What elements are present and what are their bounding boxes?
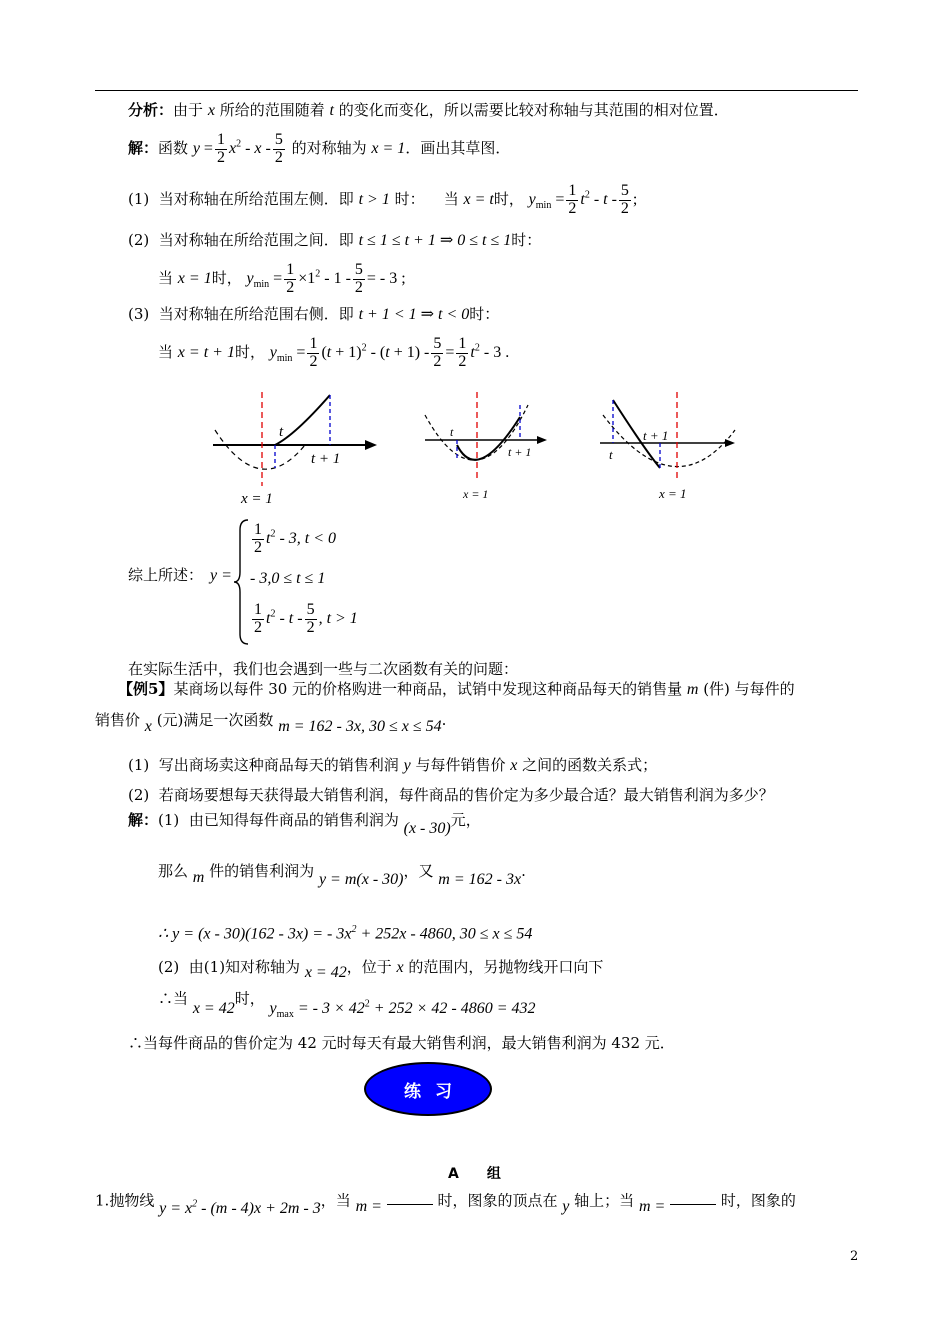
label-t: t bbox=[450, 425, 454, 439]
practice-badge: 练习 bbox=[364, 1062, 492, 1116]
axis-arrow bbox=[365, 440, 377, 450]
label-axis: x = 1 bbox=[659, 486, 687, 501]
sketch-figure-3 bbox=[595, 390, 745, 505]
dashed-parabola bbox=[603, 415, 735, 467]
label-t-plus-1: t + 1 bbox=[643, 428, 669, 443]
piecewise-row-3: $\frac{1}{2}$ $t^2$ - t - $\frac{5}{2}$ , t > 1 bbox=[254, 601, 358, 636]
label-t: t bbox=[609, 447, 613, 462]
solution-5-step-5: ∴当 x = 42时， $y_{max}$ = - $3 \times 42^2 + 252 \times 42 - 4860 = 432$ bbox=[158, 989, 536, 1021]
piecewise-brace bbox=[232, 518, 252, 646]
solution-line: 解：函数 y = $\frac{1}{2}$ $x^2$ - x - $\frac{5}{2}$ 的对称轴为 x = 1．画出其草图． bbox=[128, 131, 511, 166]
solution-5-label: 解： bbox=[128, 811, 159, 829]
case-2: (2) 当对称轴在所给范围之间．即 t ≤ 1 ≤ t + 1 ⇒ 0 ≤ t ≤ 1时： bbox=[128, 231, 542, 249]
dashed-parabola bbox=[215, 430, 305, 469]
sketch-figure-2 bbox=[420, 390, 550, 505]
summary-label: 综上所述： bbox=[128, 566, 204, 584]
analysis-line: 分析：由于 x 所给的范围随着 t 的变化而变化，所以需要比较对称轴与其范围的相对位置． bbox=[128, 101, 729, 119]
label-axis: x = 1 bbox=[241, 491, 273, 507]
solution-5-step-1: 解：(1) 由已知得每件商品的销售利润为 (x - 30)元， bbox=[128, 811, 481, 837]
sketch-figure-1 bbox=[205, 390, 385, 510]
piecewise-row-1: $\frac{1}{2}$ $t^2 - 3$, t < 0 bbox=[254, 521, 337, 556]
page-number: 2 bbox=[850, 1249, 859, 1264]
solution-label: 解： bbox=[128, 138, 159, 157]
solution-5-conclusion: ∴当每件商品的售价定为 42 元时每天有最大销售利润，最大销售利润为 432 元． bbox=[128, 1034, 675, 1052]
case-1: (1) 当对称轴在所给范围左侧．即 t > 1 时： 当 x = t时， $y_{min}$ = $\frac{1}{2}$ $t^2$ - t - $\frac{5}{2}$ ; bbox=[128, 182, 638, 217]
case-3-ymin: $y_{min}$ = $\frac{1}{2}$ $(t + 1)^2 - (t + 1)$ - $\frac{5}{2}$ = $\frac{1}{2}$ $t^2 - 3$ . bbox=[269, 335, 510, 370]
case-3-result: 当 x = t + 1时， $y_{min}$ = $\frac{1}{2}$ $(t + 1)^2 - (t + 1)$ - $\frac{5}{2}$ = $\frac{1}{2}$ $t^2 - 3$ . bbox=[158, 335, 510, 370]
axis-arrow bbox=[537, 436, 547, 444]
summary-y: y = bbox=[210, 567, 232, 584]
case-2-ymin: $y_{min}$ = $\frac{1}{2}$ $\times 1^2 - 1$ - $\frac{5}{2}$ = - 3 ; bbox=[246, 261, 406, 296]
example-5-line-1: 【例5】某商场以每件 30 元的价格购进一种商品，试销中发现这种商品每天的销售量 m (件) 与每件的 bbox=[118, 680, 795, 698]
solution-5-step-4: (2) 由(1)知对称轴为 x = 42，位于 x 的范围内，另抛物线开口向下 bbox=[158, 958, 604, 981]
question-1: (1) 写出商场卖这种商品每天的销售利润 y 与每件销售价 x 之间的函数关系式； bbox=[128, 756, 658, 774]
intro-text: 在实际生活中，我们也会遇到一些与二次函数有关的问题： bbox=[128, 660, 519, 678]
axis-arrow bbox=[725, 439, 735, 447]
header-rule bbox=[95, 90, 858, 91]
function-formula: y = $\frac{1}{2}$ $x^2$ - x - $\frac{5}{2}$ bbox=[192, 131, 283, 166]
case-2-result: 当 x = 1时， $y_{min}$ = $\frac{1}{2}$ $\times 1^2 - 1$ - $\frac{5}{2}$ = - 3 ; bbox=[158, 261, 406, 296]
example-label: 【例5】 bbox=[118, 680, 174, 698]
label-t-plus-1: t + 1 bbox=[508, 445, 532, 459]
exercise-1: 1.抛物线 $y = x^2 - (m - 4)x + 2m - 3$，当 m = 时，图象的顶点在 y 轴上；当 m = 时，图象的 bbox=[95, 1191, 796, 1218]
answer-blank-1[interactable] bbox=[387, 1192, 433, 1205]
group-a-title: A 组 bbox=[448, 1166, 501, 1182]
question-2: (2) 若商场要想每天获得最大销售利润，每件商品的售价定为多少最合适？最大销售利润为多少？ bbox=[128, 786, 774, 804]
solid-parabola-arc bbox=[275, 395, 330, 445]
example-5-line-2: 销售价 x (元)满足一次函数 m = 162 - 3x, 30 ≤ x ≤ 54. bbox=[95, 711, 447, 735]
piecewise-row-2: - 3,0 ≤ t ≤ 1 bbox=[250, 570, 326, 587]
label-t-plus-1: t + 1 bbox=[311, 451, 341, 467]
label-t: t bbox=[279, 424, 284, 440]
analysis-label: 分析： bbox=[128, 101, 174, 119]
case-3: (3) 当对称轴在所给范围右侧．即 t + 1 < 1 ⇒ t < 0时： bbox=[128, 305, 500, 323]
case-1-ymin: $y_{min}$ = $\frac{1}{2}$ $t^2$ - t - $\frac{5}{2}$ ; bbox=[528, 182, 638, 217]
label-axis: x = 1 bbox=[463, 487, 489, 501]
answer-blank-2[interactable] bbox=[670, 1192, 716, 1205]
solution-5-step-3: ∴ y = (x - 30)(162 - 3x) = - $3x^2 + 252x - 4860$, 30 ≤ x ≤ 54 bbox=[158, 924, 533, 943]
solution-5-step-2: 那么 m 件的销售利润为 y = m(x - 30)，又 m = 162 - 3x. bbox=[158, 862, 526, 888]
